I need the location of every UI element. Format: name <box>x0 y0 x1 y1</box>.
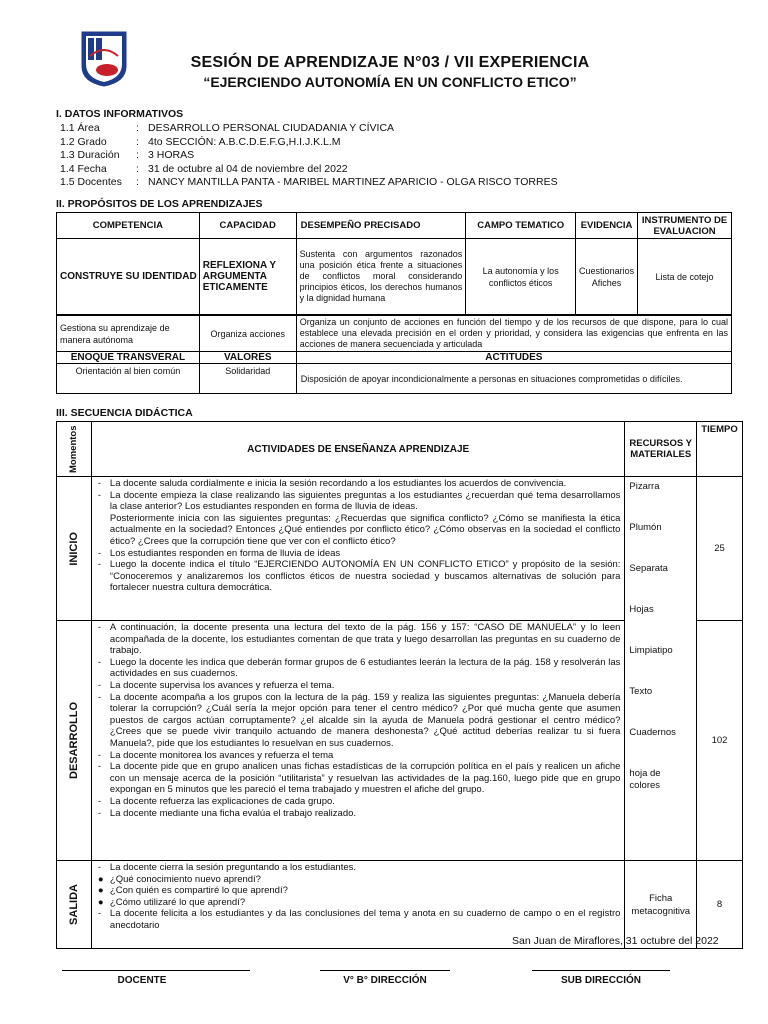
bullet: - <box>97 795 102 807</box>
activity-item <box>98 897 620 909</box>
school-logo <box>80 30 128 88</box>
bullet: - <box>97 862 102 873</box>
activity-text: La docente cierra la sesión preguntando a los estudiantes. <box>109 862 357 873</box>
competencia-cell: CONSTRUYE SU IDENTIDAD <box>57 239 200 315</box>
datos-value: NANCY MANTILLA PANTA - MARIBEL MARTINEZ APARICIO - OLGA RISCO TORRES <box>148 176 558 189</box>
sign-docente: DOCENTE <box>117 975 167 986</box>
datos-colon: : <box>136 176 139 189</box>
cap2-cell: Organiza acciones <box>199 316 296 352</box>
bullet: - <box>97 761 102 773</box>
capacidad-cell: REFLEXIONA Y ARGUMENTA ETICAMENTE <box>199 239 296 315</box>
activity-text: La docente supervisa los avances y refuerza el tema. <box>109 679 335 691</box>
datos-value: DESARROLLO PERSONAL CIUDADANIA Y CÍVICA <box>148 122 395 134</box>
recurso-item: Cuadernos <box>629 727 676 738</box>
place-date: San Juan de Miraflores, 31 octubre del 2022 <box>512 935 719 947</box>
activity-text: La docente mediante una ficha evalúa el trabajo realizado. <box>109 807 357 819</box>
activity-item <box>98 885 620 897</box>
bullet: - <box>97 691 102 703</box>
propositos-table <box>56 212 732 315</box>
datos-colon: : <box>136 122 139 134</box>
actitudes-header: ACTITUDES <box>296 352 731 364</box>
activity-item <box>98 657 620 680</box>
datos-key: 1.5 Docentes <box>60 176 122 189</box>
bullet: - <box>97 908 102 920</box>
campo-cell: La autonomía y los conflictos éticos <box>466 239 576 315</box>
bullet: ● <box>97 885 104 897</box>
activity-text: Los estudiantes responden en forma de lluvia de ideas <box>109 547 341 559</box>
datos-key: 1.2 Grado <box>60 135 107 148</box>
inicio-actividades <box>91 477 624 621</box>
activity-text: Luego la docente indica el título “EJERCIENDO AUTONOMÍA EN UN CONFLICTO ETICO” y propósito de la sesión: “Conoceremos y analizaremos los conflictos éticos de nuestra sociedad y buscamos alternativas de solución para fortalecer nuestra cultura democrática. <box>109 559 621 594</box>
page-title: SESIÓN DE APRENDIZAJE N°03 / VII EXPERIENCIA <box>190 54 590 71</box>
activity-text: La docente empieza la clase realizando las siguientes preguntas a los estudiantes ¿recuerdan qué tema desarrollamos la clase anterior? Los estudiantes responden en forma de lluvia de ideas. <box>109 489 621 513</box>
section-heading-propositos: II. PROPÓSITOS DE LOS APRENDIZAJES <box>56 198 263 210</box>
col-recursos: RECURSOS Y MATERIALES <box>625 422 697 477</box>
activity-item <box>98 692 620 750</box>
activity-item <box>98 908 620 931</box>
bullet: - <box>97 656 102 668</box>
activity-item <box>98 490 620 513</box>
col-actividades: ACTIVIDADES DE ENSEÑANZA APRENDIZAJE <box>91 422 624 477</box>
col-capacidad: CAPACIDAD <box>199 213 296 239</box>
valor-cell: Solidaridad <box>199 364 296 394</box>
activity-item <box>98 680 620 692</box>
recurso-item: Separata <box>629 563 668 574</box>
page-subtitle: “EJERCIENDO AUTONOMÍA EN UN CONFLICTO ETICO” <box>203 74 577 90</box>
desempeno-cell: Sustenta con argumentos razonados una posición ética frente a situaciones de conflictos moral considerando principios éticos, los derechos humanos y la dignidad humana <box>296 239 466 315</box>
col-momentos: Momentos <box>68 425 80 473</box>
bullet: - <box>97 807 102 819</box>
activity-text: La docente acompaña a los grupos con la lectura de la pág. 159 y realiza las siguientes preguntas: ¿Manuela debería tolerar la corrupción? ¿Cuál sería la mejor opción para tener el centro médico? ¿Por qué mucha gente que asumen puestos de cargos actúan corruptamente? ¿el alcalde sin la ayuda de Manuela podrá gestionar el centro médico? ¿Crees que se puede vivir tranquilo actuando de manera deshonesta? ¿Qué actitud deberías realizar tu si fuera Manuela?, pide que los estudiantes lo resuelvan en sus cuadernos. <box>109 691 621 749</box>
col-campo: CAMPO TEMATICO <box>466 213 576 239</box>
activity-item <box>98 513 620 548</box>
recurso-item: hoja de colores <box>629 768 661 791</box>
activity-item <box>98 862 620 874</box>
activity-item <box>98 761 620 796</box>
bullet <box>98 513 110 548</box>
tiempo-salida: 8 <box>697 861 743 949</box>
secuencia-table <box>56 421 743 949</box>
activity-item <box>98 559 620 594</box>
activity-text: Posteriormente inicia con las siguientes preguntas: ¿Recuerdas que significa conflicto? ¿Cómo se manifiesta la ética actualmente en la sociedad? Entonces ¿Qué entiendes por conflicto ético? ¿Cómo observas en la sociedad el conflicto ético? ¿Crees que la corrupción tiene que ver con el conflicto ético? <box>109 512 621 547</box>
bullet: - <box>97 749 102 761</box>
datos-key: 1.1 Área <box>60 122 100 134</box>
col-evidencia: EVIDENCIA <box>576 213 638 239</box>
datos-colon: : <box>136 135 139 148</box>
section-heading-datos: I. DATOS INFORMATIVOS <box>56 108 184 120</box>
evidencia-cell: Cuestionarios Afiches <box>576 239 638 315</box>
desarrollo-actividades <box>91 621 624 861</box>
recursos-cell <box>625 477 697 861</box>
activity-text: Luego la docente les indica que deberán formar grupos de 6 estudiantes leerán la lectura de la pág. 158 y resolverán las actividades en sus cuadernos. <box>109 656 621 680</box>
tiempo-desarrollo: 102 <box>697 621 743 861</box>
activity-text: La docente felicita a los estudiantes y da las conclusiones del tema y anota en su cuaderno de campo o en el registro anecdotario <box>109 908 621 931</box>
activity-item <box>98 808 620 820</box>
valores-header: VALORES <box>199 352 296 364</box>
activity-item <box>98 548 620 560</box>
datos-row <box>60 149 558 163</box>
comp2-cell: Gestiona su aprendizaje de manera autónoma <box>57 316 200 352</box>
enfoque-cell: Orientación al bien común <box>57 364 200 394</box>
activity-text: ¿Cómo utilizaré lo que aprendí? <box>109 896 246 908</box>
desc2-cell: Organiza un conjunto de acciones en función del tiempo y de los recursos de que dispone, para lo cual establece una elevada precisión en el orden y prioridad, y considera las exigencias que enfrenta en las acciones de manera secuenciada y articulada <box>296 316 731 352</box>
activity-text: ¿Qué conocimiento nuevo aprendí? <box>109 873 261 885</box>
momento-desarrollo: DESARROLLO <box>67 702 80 779</box>
recurso-item: Hojas <box>629 604 654 615</box>
tiempo-inicio: 25 <box>697 477 743 621</box>
col-tiempo: TIEMPO <box>697 422 743 477</box>
recurso-item: Plumón <box>629 522 662 533</box>
activity-text: A continuación, la docente presenta una lectura del texto de la pág. 156 y 157: “CASO DE MANUELA” y lo leen acompañada de la docente, los estudiantes comentan de que trata y luego desarrollan las preguntas en su cuaderno de trabajo. <box>109 622 621 657</box>
instrumento-cell: Lista de cotejo <box>638 239 732 315</box>
signature-line-direccion <box>320 970 450 971</box>
enfoque-table <box>56 351 732 394</box>
activity-item <box>98 622 620 657</box>
activity-text: La docente monitorea los avances y refuerza el tema <box>109 749 334 761</box>
activity-text: La docente refuerza las explicaciones de cada grupo. <box>109 795 335 807</box>
signature-line-docente <box>62 970 250 971</box>
datos-value: 31 de octubre al 04 de noviembre del 2022 <box>148 162 348 175</box>
datos-row <box>60 122 558 136</box>
bullet: ● <box>97 873 104 885</box>
recurso-item: Limpiatipo <box>629 645 673 656</box>
bullet: - <box>97 679 102 691</box>
bullet: - <box>97 489 102 501</box>
activity-item <box>98 478 620 490</box>
bullet: ● <box>97 896 104 908</box>
activity-item <box>98 750 620 762</box>
activity-text: La docente saluda cordialmente e inicia la sesión recordando a los estudiantes los acuerdos de convivencia. <box>109 478 567 489</box>
signature-line-subdireccion <box>532 970 670 971</box>
bullet: - <box>97 478 102 489</box>
recurso-item: Pizarra <box>629 481 660 492</box>
datos-row <box>60 176 558 190</box>
bullet: - <box>97 622 102 633</box>
activity-item <box>98 796 620 808</box>
section-heading-secuencia: III. SECUENCIA DIDÁCTICA <box>56 407 193 419</box>
momento-salida: SALIDA <box>67 884 80 925</box>
col-competencia: COMPETENCIA <box>57 213 200 239</box>
bullet: - <box>97 559 102 571</box>
datos-key: 1.4 Fecha <box>60 162 107 175</box>
datos-colon: : <box>136 149 139 162</box>
datos-row <box>60 163 558 177</box>
datos-value: 4to SECCIÓN: A.B.C.D.E.F.G,H.I.J.K.L.M <box>148 135 341 148</box>
recurso-salida: Ficha metacognitiva <box>625 861 697 949</box>
actitud-cell: Disposición de apoyar incondicionalmente a personas en situaciones comprometidas o difíciles. <box>296 364 731 394</box>
activity-text: ¿Con quién es compartiré lo que aprendí? <box>109 885 288 897</box>
datos-key: 1.3 Duración <box>60 149 120 162</box>
competencia-transversal-table <box>56 315 732 352</box>
datos-row <box>60 136 558 150</box>
activity-item <box>98 874 620 886</box>
col-instrumento: INSTRUMENTO DE EVALUACION <box>638 213 732 239</box>
datos-colon: : <box>136 162 139 175</box>
activity-text: La docente pide que en grupo analicen unas fichas estadísticas de la corrupción política en el país y realicen un afiche con un mensaje acerca de la posición “utilitarista” y resuelvan las actividades de la pag.160, luego pide que en grupo expongan en 5 minutos que les pareció el tema trabajado y muestren el afiche del grupo. <box>109 761 621 796</box>
enfoque-header: ENOQUE TRANSVERAL <box>57 352 200 364</box>
recurso-item: Texto <box>629 686 653 697</box>
momento-inicio: INICIO <box>67 531 80 566</box>
datos-value: 3 HORAS <box>148 149 195 162</box>
sign-direccion: V° B° DIRECCIÓN <box>343 975 427 986</box>
sign-subdireccion: SUB DIRECCIÓN <box>560 975 641 986</box>
datos-informativos <box>60 122 558 190</box>
col-desempeno: DESEMPEÑO PRECISADO <box>296 213 466 239</box>
bullet: - <box>97 547 102 559</box>
